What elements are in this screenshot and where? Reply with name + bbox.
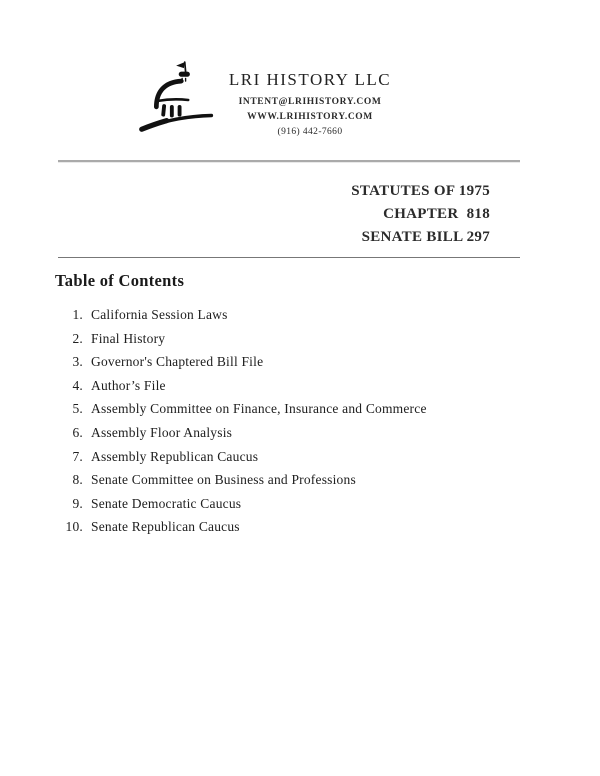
toc-item-number: 1. [72,307,83,322]
toc-item [0,468,560,492]
toc-list [0,303,560,539]
header-divider [58,160,520,163]
toc-item [0,374,560,398]
letterhead-text [222,56,398,140]
bill-info [351,180,490,249]
company-email: INTENT@LRIHISTORY.COM [238,97,382,107]
toc-item-number: 6. [72,424,83,440]
toc-item-label: Senate Republican Caucus [91,519,240,535]
toc-item [0,397,560,421]
bill-info-divider [58,257,520,258]
company-phone: (916) 442-7660 [277,127,343,137]
toc-item-number: 9. [72,495,83,511]
company-website: WWW.LRIHISTORY.COM [247,112,373,122]
letterhead [134,56,398,144]
toc-item-label: Assembly Floor Analysis [91,424,233,440]
toc-item-number: 7. [72,448,83,464]
company-name: LRI HISTORY LLC [228,70,392,89]
toc-item-number: 2. [72,330,83,346]
chapter-line: CHAPTER 818 [383,206,490,222]
capitol-dome-icon [134,56,220,144]
toc-item [0,421,560,445]
toc-item-number: 8. [72,472,83,488]
toc-item [0,327,560,351]
toc-item [0,303,560,327]
toc-item-label: Author’s File [91,377,166,393]
toc-item-number: 3. [72,354,83,370]
toc-item-label: Senate Democratic Caucus [91,495,242,511]
statutes-line: STATUTES OF 1975 [351,183,490,199]
toc-item [0,515,560,539]
toc-item-number: 5. [72,401,83,417]
toc-item-label: Governor's Chaptered Bill File [91,354,264,370]
toc-item-label: California Session Laws [91,307,228,322]
toc-item-number: 10. [65,519,83,535]
toc-item [0,445,560,469]
toc-item-label: Assembly Committee on Finance, Insurance and Commerce [91,401,427,417]
senate-bill-line: SENATE BILL 297 [361,229,490,245]
toc-title: Table of Contents [55,271,185,290]
toc-item [0,350,560,374]
toc-item-number: 4. [72,377,83,393]
toc-item-label: Senate Committee on Business and Professions [91,472,356,488]
toc-item-label: Assembly Republican Caucus [91,448,259,464]
toc-item [0,492,560,516]
toc-item-label: Final History [91,330,166,346]
